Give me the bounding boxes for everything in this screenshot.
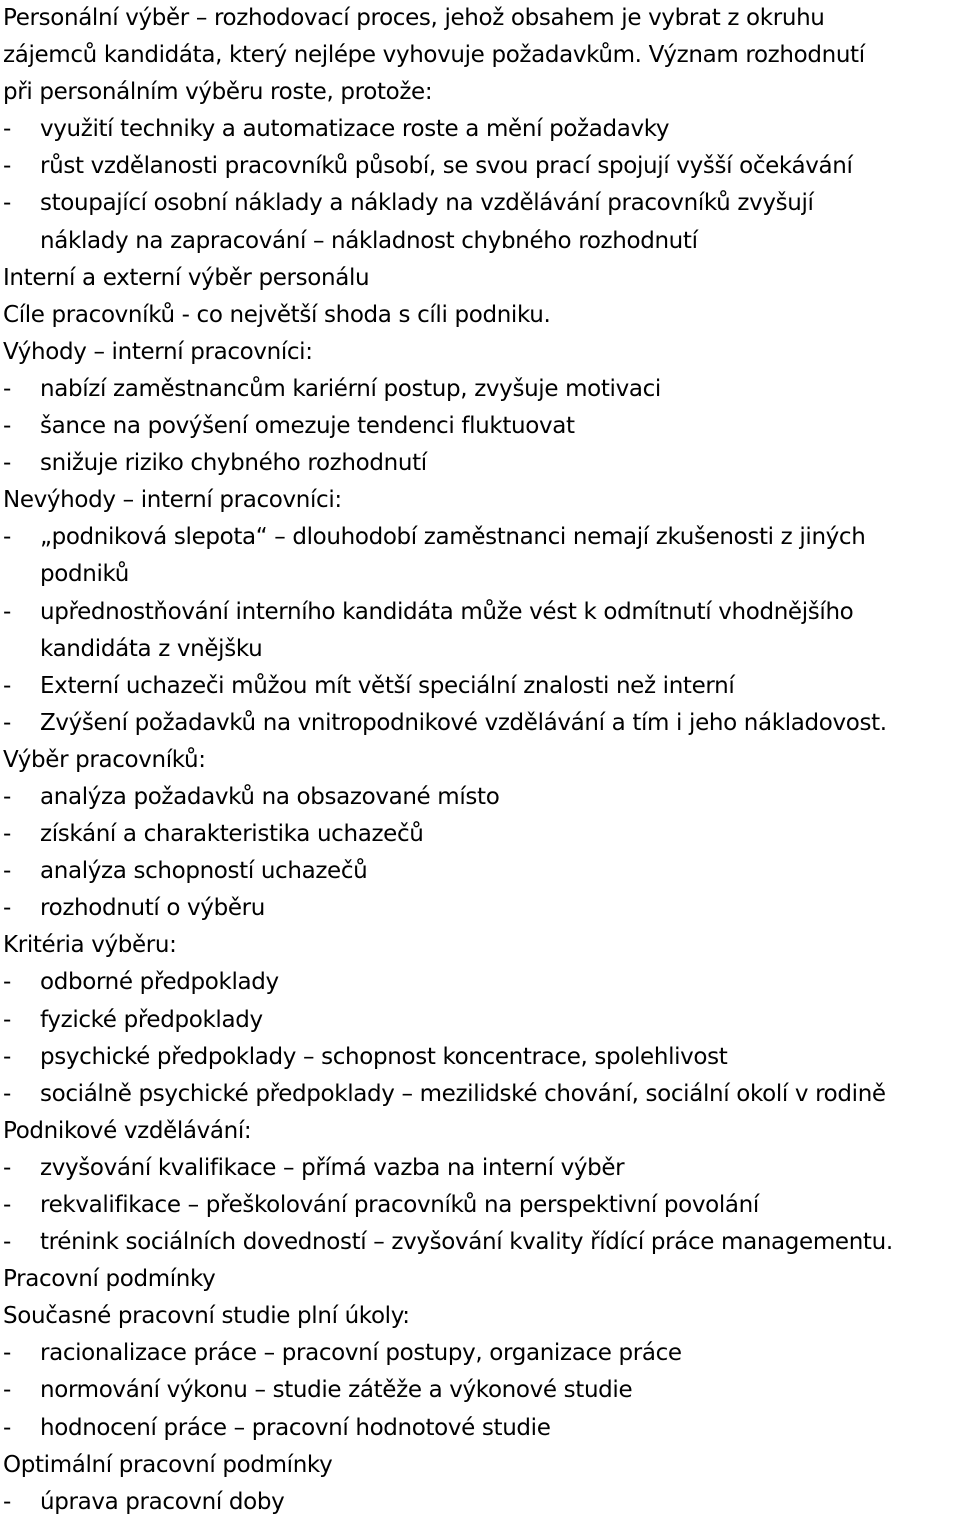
bullet-item xyxy=(3,705,959,742)
bullet-item xyxy=(3,779,959,816)
bullet-text: snižuje riziko chybného rozhodnutí xyxy=(40,450,427,477)
bullet-text: rekvalifikace – přeškolování pracovníků na perspektivní povolání xyxy=(40,1192,759,1218)
bullet-item xyxy=(3,1150,959,1187)
bullet-item xyxy=(3,1224,959,1261)
bullet-text: psychické předpoklady – schopnost koncentrace, spolehlivost xyxy=(40,1043,728,1070)
bullet-text: odborné předpoklady xyxy=(40,969,279,996)
text-line: zájemců kandidáta, který nejlépe vyhovuje požadavkům. Význam rozhodnutí xyxy=(3,42,865,69)
bullet-dash: - xyxy=(3,450,11,477)
bullet-dash: - xyxy=(3,1229,11,1256)
bullet-dash: - xyxy=(3,858,11,885)
bullet-text: Zvýšení požadavků na vnitropodnikové vzdělávání a tím i jeho nákladovost. xyxy=(40,709,887,736)
bullet-item xyxy=(3,668,959,705)
bullet-item xyxy=(3,519,959,556)
bullet-item xyxy=(3,1187,959,1224)
bullet-item xyxy=(3,148,959,185)
text-line: Současné pracovní studie plní úkoly: xyxy=(3,1303,410,1330)
bullet-dash: - xyxy=(3,1080,11,1107)
bullet-dash: - xyxy=(3,1377,11,1404)
text-line: Kritéria výběru: xyxy=(3,932,177,959)
bullet-item xyxy=(3,111,959,148)
bullet-item xyxy=(3,1002,959,1039)
bullet-text: Externí uchazeči můžou mít větší speciální znalosti než interní xyxy=(40,672,735,699)
bullet-continuation: náklady na zapracování – nákladnost chybného rozhodnutí xyxy=(40,227,698,254)
bullet-dash: - xyxy=(3,821,11,848)
bullet-dash: - xyxy=(3,524,11,551)
bullet-continuation: podniků xyxy=(40,561,129,588)
bullet-item xyxy=(3,594,959,631)
bullet-item xyxy=(3,1372,959,1409)
bullet-dash: - xyxy=(3,375,11,402)
bullet-text: hodnocení práce – pracovní hodnotové studie xyxy=(40,1414,551,1441)
bullet-item xyxy=(3,1039,959,1076)
bullet-text: získání a charakteristika uchazečů xyxy=(40,821,424,848)
text-line: Podnikové vzdělávání: xyxy=(3,1117,252,1144)
bullet-item xyxy=(3,445,959,482)
bullet-text: stoupající osobní náklady a náklady na vzdělávání pracovníků zvyšují xyxy=(40,190,814,217)
bullet-dash: - xyxy=(3,1043,11,1070)
bullet-dash: - xyxy=(3,1340,11,1367)
bullet-text: „podniková slepota“ – dlouhodobí zaměstnanci nemají zkušenosti z jiných xyxy=(40,524,866,551)
text-line: Nevýhody – interní pracovníci: xyxy=(3,487,342,514)
bullet-text: trénink sociálních dovedností – zvyšování kvality řídící práce managementu. xyxy=(40,1229,893,1256)
bullet-continuation: kandidáta z vnějšku xyxy=(40,635,263,662)
bullet-item xyxy=(3,816,959,853)
bullet-dash: - xyxy=(3,190,11,217)
bullet-item xyxy=(3,890,959,927)
document-body xyxy=(3,0,959,1521)
bullet-dash: - xyxy=(3,1192,11,1218)
bullet-text: využití techniky a automatizace roste a mění požadavky xyxy=(40,116,670,143)
bullet-dash: - xyxy=(3,672,11,699)
bullet-item xyxy=(3,408,959,445)
bullet-dash: - xyxy=(3,1488,11,1515)
bullet-text: rozhodnutí o výběru xyxy=(40,895,265,922)
bullet-item xyxy=(3,1484,959,1521)
bullet-text: sociálně psychické předpoklady – mezilidské chování, sociální okolí v rodině xyxy=(40,1080,886,1107)
bullet-dash: - xyxy=(3,1006,11,1033)
bullet-text: analýza požadavků na obsazované místo xyxy=(40,783,500,810)
bullet-text: fyzické předpoklady xyxy=(40,1006,263,1033)
text-line: Výhody – interní pracovníci: xyxy=(3,338,313,365)
bullet-item xyxy=(3,185,959,222)
text-line: Personální výběr – rozhodovací proces, jehož obsahem je vybrat z okruhu xyxy=(3,5,825,31)
text-line: Cíle pracovníků - co největší shoda s cíli podniku. xyxy=(3,301,551,328)
bullet-dash: - xyxy=(3,116,11,143)
bullet-item xyxy=(3,1335,959,1372)
bullet-text: nabízí zaměstnancům kariérní postup, zvyšuje motivaci xyxy=(40,375,661,402)
bullet-text: racionalizace práce – pracovní postupy, organizace práce xyxy=(40,1340,682,1367)
text-line: Pracovní podmínky xyxy=(3,1266,216,1293)
bullet-item xyxy=(3,371,959,408)
bullet-dash: - xyxy=(3,895,11,922)
bullet-text: úprava pracovní doby xyxy=(40,1488,285,1515)
bullet-text: analýza schopností uchazečů xyxy=(40,858,368,885)
text-line: Výběr pracovníků: xyxy=(3,746,206,773)
bullet-item xyxy=(3,1076,959,1113)
bullet-text: růst vzdělanosti pracovníků působí, se svou prací spojují vyšší očekávání xyxy=(40,153,853,180)
bullet-dash: - xyxy=(3,413,11,440)
bullet-text: šance na povýšení omezuje tendenci fluktuovat xyxy=(40,413,575,440)
bullet-dash: - xyxy=(3,153,11,180)
text-line: Optimální pracovní podmínky xyxy=(3,1451,333,1478)
bullet-text: normování výkonu – studie zátěže a výkonové studie xyxy=(40,1377,633,1404)
bullet-text: zvyšování kvalifikace – přímá vazba na interní výběr xyxy=(40,1154,625,1181)
bullet-dash: - xyxy=(3,969,11,996)
bullet-dash: - xyxy=(3,1414,11,1441)
bullet-dash: - xyxy=(3,1154,11,1181)
bullet-dash: - xyxy=(3,598,11,625)
bullet-dash: - xyxy=(3,783,11,810)
bullet-item xyxy=(3,964,959,1001)
text-line: při personálním výběru roste, protože: xyxy=(3,79,433,106)
bullet-item xyxy=(3,853,959,890)
bullet-text: upřednostňování interního kandidáta může vést k odmítnutí vhodnějšího xyxy=(40,598,854,625)
text-line: Interní a externí výběr personálu xyxy=(3,264,370,291)
bullet-item xyxy=(3,1410,959,1447)
bullet-dash: - xyxy=(3,709,11,736)
